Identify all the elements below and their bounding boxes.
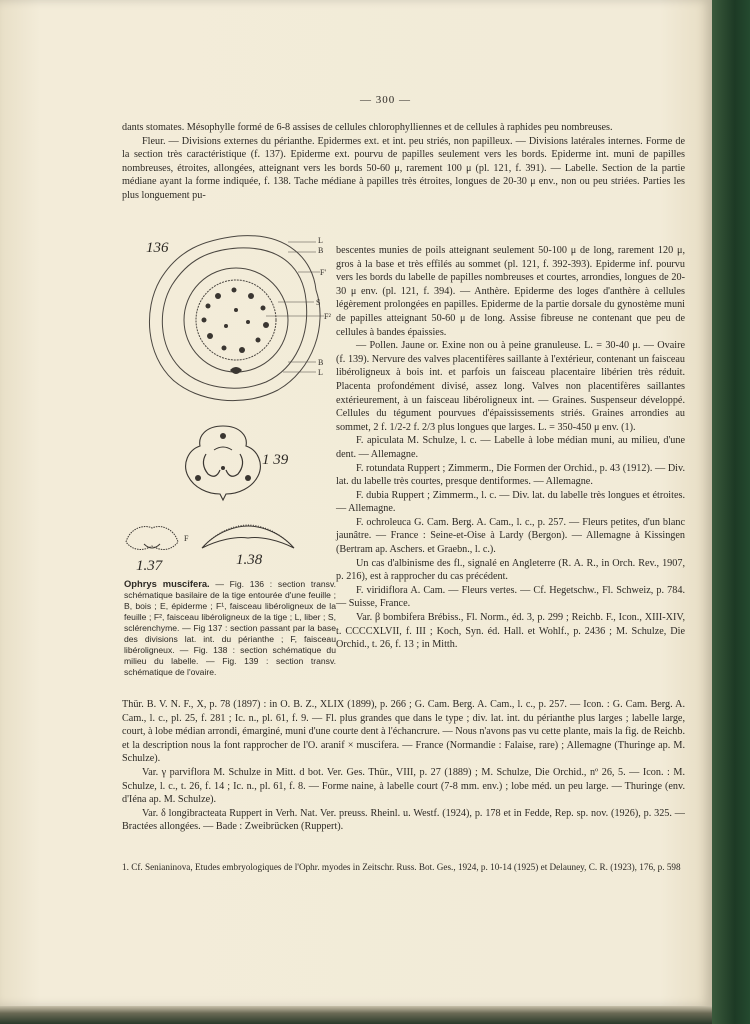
top-paragraph: [122, 121, 685, 203]
figure-caption: [124, 578, 336, 678]
fig136-stem-section: [138, 230, 338, 410]
pollen-paragraph: — Pollen. Jaune or. Exine non ou à peine granuleuse. L. = 30-40 μ. — Ovaire (f. 139). Nervure des valves placentifères saillante à l'extérieur, contenant un faisceau libéroligneux à bois int. et parfois un faisceau placentaire libérien très réduit. Placenta profondément divisé, assez long. Valves non placentifères saillantes extérieurement, à un faisceau libéroligneux int. — Graines. Suspenseur développé. Cellules du tégument pourvues d'épaississements striés. Graines arrondies au sommet, 2 f. 1/2-2 f. 2/3 plus longues que larges. L. = 350-450 μ env. (1).: [336, 340, 685, 433]
fig137-number: 1.37: [136, 558, 163, 574]
fig136-label-f1: F': [320, 268, 326, 277]
bottom-paragraphs: [122, 698, 685, 834]
form-viridiflora: F. viridiflora A. Cam. — Fleurs vertes. — Cf. Hegetschw., Fl. Schweiz, p. 784. — Suisse, France.: [336, 584, 685, 610]
fig138-labellum-section: [198, 524, 298, 552]
fig136-label-b2: B: [318, 358, 324, 367]
var-bombifera-start: Var. β bombifera Brébiss., Fl. Norm., éd. 3, p. 299 ; Reichb. F., Icon., XIII-XIV, t. CCCCXLVII, f. III ; Koch, Syn. éd. Hall. et Wohlf., p. 2436 ; M. Schulze, Die Orchid., t. 26, f. 13 ; in Mitth.: [336, 612, 685, 651]
caption-title: Ophrys muscifera.: [124, 578, 210, 589]
var-bombifera-continued: Thür. B. V. N. F., X, p. 78 (1897) : in O. B. Z., XLIX (1899), p. 266 ; G. Cam. Berg. A. Cam., l. c., p. 257. — Icon. : G. Cam. Berg. A. Cam., l. c., pl. 25, f. 281 ; Ic. n., pl. 61, f. 9. — Fl. plus grandes que dans le type ; div. lat. int. du périanthe plus larges ; labelle large, court, à lobe médian arrondi, émarginé, muni d'une courte dent à l'échancrure. — Nous n'avons pas vu cette plante, mais la fig. de Reichb. et la description nous la font rapprocher de l'O. aranif × muscifera. — France (Normandie : Falaise, rare) ; Allemagne (Thuringe ap. M. Schulze).: [122, 699, 685, 765]
fig136-label-l2: L: [318, 368, 323, 377]
fig139-ovary-section: [178, 422, 268, 504]
fig137-label-f: F: [184, 534, 189, 543]
page-number: — 300 —: [360, 94, 411, 106]
top-paragraph-text: dants stomates. Mésophylle formé de 6-8 assises de cellules chlorophylliennes et de cellules à raphides peu nombreuses.: [122, 122, 613, 133]
fig136-labels-bottom: [318, 358, 323, 378]
form-rotundata: F. rotundata Ruppert ; Zimmerm., Die Formen der Orchid., p. 43 (1912). — Div. lat. du labelle très courtes, presque dentiformes. — Allemagne.: [336, 462, 685, 488]
book-spine: [712, 0, 750, 1024]
fig136-number: 136: [146, 240, 169, 256]
fig138-number: 1.38: [236, 552, 263, 568]
var-parviflora: Var. γ parviflora M. Schulze in Mitt. d bot. Ver. Ges. Thür., VIII, p. 27 (1889) ; M. Schulze, Die Orchid., nº 26, 5. — Icon. : M. Schulze, l. c., t. 26, f. 14 ; Ic. n., pl. 61, f. 8. — Forme naine, à labelle court (7-8 mm. env.) ; lobe méd. un peu large. — Thuringe (env. d'Iéna ap. M. Schulze).: [122, 766, 685, 806]
fig136-label-l: L: [318, 236, 323, 245]
caption-text: — Fig. 136 : section transv. schématique basilaire de la tige entourée d'une feuille ; B, bois ; E, épiderme ; F¹, faisceau libéroligneux de la feuille ; F², faisceau libéroligneux de la tige ; L, liber ; S, sclérenchyme. — Fig 137 : section passant par la base des divisions lat. int. du périanthe ; F, faisceau libéroligneux. — Fig. 138 : section schématique du milieu du labelle. — Fig. 139 : section transv. schématique de l'ovaire.: [124, 579, 336, 677]
fleur-paragraph: Fleur. — Divisions externes du périanthe. Epidermes ext. et int. peu striés, non papilleux. — Divisions latérales internes. Forme de la section très caractéristique (f. 137). Epiderme ext. pourvu de papilles seulement vers les bords. Epiderme int. muni de papilles nombreuses, étroites, allongées, atteignant vers les bords 50-60 μ, rarement 100 μ (pl. 121, f. 391). — Labelle. Section de la partie médiane ayant la forme indiquée, f. 138. Tache médiane à papilles très étroites, longues de 20-30 μ env., non ou peu striées. Parties les plus longuement pu-: [122, 135, 685, 201]
page-bottom-edge: [0, 1006, 712, 1024]
fig137-perianth-section: [122, 522, 182, 556]
fig136-label-s: S: [316, 298, 321, 307]
right-column: [336, 244, 685, 652]
form-ochroleuca: F. ochroleuca G. Cam. Berg. A. Cam., l. c., p. 257. — Fleurs petites, d'un blanc jaunâtre. — France : Seine-et-Oise à Lardy (Bergon). — Allemagne à Kissingen (Bertram ap. Aschers. et Graebn., l. c.).: [336, 516, 685, 556]
fig139-number: 1 39: [262, 452, 289, 468]
form-apiculata: F. apiculata M. Schulze, l. c. — Labelle à lobe médian muni, au milieu, d'une dent. — Allemagne.: [336, 435, 685, 460]
var-longibracteata: Var. δ longibracteata Ruppert in Verh. Nat. Ver. preuss. Rheinl. u. Westf. (1924), p. 178 et in Fedde, Rep. sp. nov. (1926), p. 325. — Bractées allongées. — Bade : Zweibrücken (Ruppert).: [122, 807, 685, 833]
fig136-labels: [318, 236, 323, 256]
fleur-paragraph-continued: bescentes munies de poils atteignant seulement 50-100 μ de long, rarement 120 μ, gros à la base et très effilés au sommet (pl. 121, f. 392-393). Epiderme inf. pourvu vers les bords du labelle de papilles nombreuses et courtes, arrondies, longues de 20-30 μ env. (pl. 121, f. 394). — Anthère. Epiderme des loges d'anthère à cellules légèrement prolongées en papilles. Epiderme de la partie dorsale du gynostème muni de papilles atteignant 50-60 μ de long. Assise fibreuse ne contenant que peu de cellules à bandes épaissies.: [336, 245, 685, 338]
fig136-label-f2: F²: [324, 312, 331, 321]
form-dubia: F. dubia Ruppert ; Zimmerm., l. c. — Div. lat. du labelle très longues et étroites. — Allemagne.: [336, 489, 685, 515]
footnote: 1. Cf. Senianinova, Etudes embryologiques de l'Ophr. myodes in Zeitschr. Russ. Bot. Ges., 1924, p. 10-14 (1925) et Delauney, C. R. (1923), 176, p. 598: [122, 862, 681, 872]
fig136-label-b: B: [318, 246, 324, 255]
albinisme-note: Un cas d'albinisme des fl., signalé en Angleterre (R. A. R., in Orch. Rev., 1907, p. 216), est à rapprocher du cas précédent.: [336, 557, 685, 583]
